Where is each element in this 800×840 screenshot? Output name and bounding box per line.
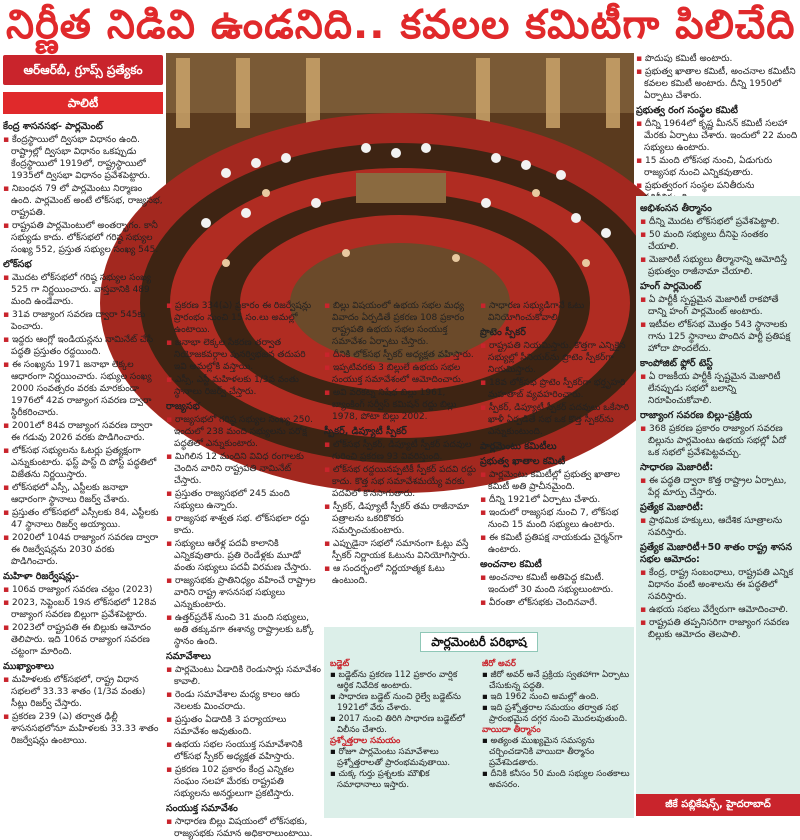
subheading: పార్లమెంటు కమిటీలు — [480, 441, 557, 452]
subheading: కేంద్ర శాసనసభ- పార్లమెంట్ — [3, 121, 103, 132]
bullet-point: ▪ దీన్ని 1921లో ఏర్పాటు చేశారు. — [480, 494, 634, 506]
bullet-point: ▪ రాష్ట్రపతి తప్పనిసరిగా రాజ్యాంగ సవరణ బిల్లుకు ఆమోదం తెలపాలి. — [640, 617, 796, 641]
bullet-point: ▪ రాజ్యసభ శాశ్వత సభ. లోక్‌సభలా రద్దు కాదు. — [166, 513, 321, 537]
subheading: బడ్జెట్ — [330, 659, 350, 669]
subheading: ప్రత్యేక మెజారిటీ: — [640, 502, 704, 513]
bullet-point: ▪ మొదట లోక్‌సభలో గరిష్ఠ సభ్యుల సంఖ్య 525 గా నిర్ణయించారు. వాస్తవానికి 489 మంది ఉండేవారు. — [3, 272, 163, 308]
bullet-point: ▪ 368 ప్రకరణ ప్రకారం రాజ్యాంగ సవరణ బిల్లును పార్లమెంటు ఉభయ సభల్లో ఏదో ఒక సభలో ప్రవేశపెట్టవచ్చు. — [640, 423, 796, 459]
bullet-point: ▪ ఏ పార్టీకీ స్పష్టమైన మెజారిటీ రాకపోతే దాన్ని హంగ్ పార్లమెంట్ అంటారు. — [640, 294, 796, 318]
subheading: ప్రశ్నోత్తరాల సమయం — [330, 736, 401, 746]
article-column-2 — [166, 300, 321, 839]
bullet-point: ▪ ప్రస్తుతం రాజ్యసభలో 245 మంది సభ్యులు ఉన్నారు. — [166, 488, 321, 512]
bullet-point: ▪ ఉత్తర్‌ప్రదేశ్ నుంచి 31 మంది సభ్యులు, అతి తక్కువగా ఈశాన్య రాష్ట్రాలకు ఒక్కో స్థానం ఉంది. — [166, 612, 321, 648]
bullet-point: ▪ ఈ పద్ధతి ద్వారా కొత్త రాష్ట్రాల ఏర్పాటు, పేర్ల మార్పు చేస్తారు. — [640, 475, 796, 499]
publisher-footer: జీకే పబ్లికేషన్స్, హైదరాబాద్ — [636, 794, 800, 816]
bullet-point: ▪ ప్రభుత్వరంగ సంస్థల పనితీరును — [636, 180, 800, 204]
bullet-point: ▪ చుక్క గుర్తు ప్రశ్నలకు మౌఖిక సమాధానాలు ఇస్తారు. — [330, 769, 476, 791]
subheading: కాంపోజిట్ ఫ్లోర్ టెస్ట్ — [640, 358, 713, 369]
subheading: ప్రభుత్వ ఖాతాల కమిటీ — [480, 456, 566, 467]
bullet-point: ▪ రాజ్యసభకు ప్రాతినిధ్యం వహించే రాష్ట్రాల వారిని రాష్ట్ర శాసనసభ సభ్యులు ఎన్నుకుంటారు. — [166, 575, 321, 611]
bullet-point: ▪ ఈ సంఖ్యను 1971 జనాభా లెక్కల ఆధారంగా నిర్ణయించారు. సభ్యుల సంఖ్య 2000 సంవత్సరం వరకు మారకుండా 1976లో 42వ రాజ్యాంగ సవరణ ద్వారా స్థిరీకరించారు. — [3, 359, 163, 419]
bullet-point: ▪ ఇందులో రాజ్యసభ నుంచి 7, లోక్‌సభ నుంచి 15 మంది సభ్యులు ఉంటారు. — [480, 507, 634, 531]
bullet-point: ▪ ప్రకరణ 102 ప్రకారం కేంద్ర ఎన్నికల సంఘం సలహా మేరకు రాష్ట్రపతి సభ్యులను అనర్హులుగా ప్రకటిస్తారు. — [166, 764, 321, 800]
bullet-point: ▪ వీరంతా లోక్‌సభకు చెందినవారే. — [480, 597, 634, 609]
bullet-point: ▪ పార్లమెంటు కమిటీల్లో ప్రభుత్వ ఖాతాల కమిటీ అతి ప్రాచీనమైంది. — [480, 469, 634, 493]
bullet-point: ▪ ప్రస్తుతం లోక్‌సభలో ఎస్సీలకు 84, ఎస్టీలకు 47 స్థానాలు రిజర్వ్ అయ్యాయి. — [3, 507, 163, 531]
subheading: హంగ్ పార్లమెంట్ — [640, 281, 702, 292]
bullet-point: ▪ సాధారణ సభ్యుడిగానే ఓటు వినియోగించుకోవాలి. — [480, 300, 634, 324]
headline: నిర్ణీత నిడివి ఉండనిది.. కవలల కమిటీగా పిలిచేది — [6, 2, 796, 48]
glossary-column-1 — [330, 659, 476, 817]
subheading: జీరో అవర్ — [482, 659, 516, 669]
bullet-point: ▪ బడ్జెట్‌ను ప్రకరణ 112 ప్రకారం వార్షిక ఆర్థిక నివేదిక అంటారు. — [330, 670, 476, 692]
glossary-column-2 — [482, 659, 630, 817]
bullet-point: ▪ మిగిలిన 12 మందిని వివిధ రంగాలకు చెందిన వారిని రాష్ట్రపతి నామినేట్ చేస్తారు. — [166, 451, 321, 487]
bullet-point: ▪ కేంద్రస్థాయిలో ద్విసభా విధానం ఉంది. రాష్ట్రాల్లో ద్విసభా విధానం ఒకప్పుడు కేంద్రస్థాయిలో 1919లో, రాష్ట్రస్థాయిలో 1935లో ద్విసభా విధానం ప్రవేశపెట్టారు. — [3, 134, 163, 182]
bullet-point: ▪ ఇద్దరు ఆంగ్లో ఇండియన్లను నామినేట్ చేసే పద్ధతి ప్రస్తుతం రద్దయింది. — [3, 334, 163, 358]
glossary-title: పార్లమెంటరీ పరిభాష — [324, 635, 634, 652]
bullet-point: ▪ పొదుపు కమిటీ అంటారు. — [636, 53, 800, 65]
bullet-point: ▪ ఇది ప్రశ్నోత్తరాల సమయం తర్వాత సభ ప్రారంభమైన దగ్గర నుంచి మొదలవుతుంది. — [482, 703, 630, 725]
bullet-point: ▪ 50 మంది సభ్యులు దీనిపై సంతకం చేయాలి. — [640, 229, 796, 253]
bullet-point: ▪ జనాభా లెక్కల సేకరణ తర్వాత నియోజకవర్గాల పునర్విభజన తదుపరి ఇవి అమల్లోకి వస్తాయి. — [166, 337, 321, 373]
bullet-point: ▪ కేంద్ర, రాష్ట్ర సంబంధాలు, రాష్ట్రపతి ఎన్నిక విధానం వంటి అంశాలను ఈ పద్ధతిలో సవరిస్తారు. — [640, 567, 796, 603]
bullet-point: ▪ ఇది 1962 నుంచి అమల్లో ఉంది. — [482, 692, 630, 703]
bullet-point: ▪ 106వ రాజ్యాంగ సవరణ చట్టం (2023) — [3, 584, 163, 596]
bullet-point: ▪ ప్రకరణ 239 (ఎ) తర్వాత ఢిల్లీ శాసనసభలోనూ మహిళలకు 33.33 శాతం రిజర్వేషన్లు ఉంటాయి. — [3, 711, 163, 747]
bullet-point: ▪ 2017 నుంచి తిరిగి సాధారణ బడ్జెట్‌లో విలీనం చేశారు. — [330, 714, 476, 736]
bullet-point: ▪ అత్యంత ముఖ్యమైన సమస్యను చర్చించడానికి వాయిదా తీర్మానం ప్రవేశపెడతారు. — [482, 736, 630, 769]
subheading: వాయిదా తీర్మానం — [482, 725, 541, 735]
subheading: అభిశంసన తీర్మానం — [640, 203, 712, 214]
bullet-point: ▪ రాజ్యసభలో గరిష్ఠ సభ్యుల సంఖ్య 250. ఇందులో 238 మంది సభ్యులను పరోక్ష పద్ధతిలో ఎన్నుకుంటారు. — [166, 414, 321, 450]
bullet-point: ▪ లోక్‌సభలో ఎస్సీ, ఎస్టీలకు జనాభా ఆధారంగా స్థానాలు రిజర్వ్ చేశారు. — [3, 482, 163, 506]
bullet-point: ▪ దీనికి కనీసం 50 మంది సభ్యుల సంతకాలు అవసరం. — [482, 769, 630, 791]
bullet-point: ▪ సాధారణ బడ్జెట్ నుంచి రైల్వే బడ్జెట్‌ను 1921లో వేరు చేశారు. — [330, 692, 476, 714]
bullet-point: ▪ 2020లో 104వ రాజ్యాంగ సవరణ ద్వారా ఈ రిజర్వేషన్లను 2030 వరకు పొడిగించారు. — [3, 532, 163, 568]
bullet-point: ▪ ప్రకరణ 334(ఎ) ప్రకారం ఈ రిజర్వేషన్లు ప్రారంభం నుంచి 15 సం.లు అమల్లో ఉంటాయి. — [166, 300, 321, 336]
subheading: ప్రభుత్వ రంగ సంస్థల కమిటీ — [636, 105, 739, 116]
bullet-point: ▪ ఇటీవల లోక్‌సభ మొత్తం 543 స్థానాలకు గాను 125 స్థానాలు పొందిన పార్టీ ప్రతిపక్ష హోదా పొందలేదు. — [640, 319, 796, 355]
subheading: ముఖ్యాంశాలు — [3, 661, 54, 672]
bullet-point: ▪ ఎప్పుడైనా సభలో సమానంగా ఓట్లు వస్తే స్పీకర్ నిర్ణాయక ఓటును వినియోగిస్తారు. — [324, 538, 476, 562]
section-label: పాలిటీ — [3, 92, 163, 114]
subheading: మహిళా రిజర్వేషన్లు- — [3, 571, 79, 582]
subheading: లోక్‌సభ — [3, 259, 32, 270]
subheading: రాజ్యాంగ సవరణ బిల్లు-ప్రక్రియ — [640, 410, 753, 421]
article-column-1 — [3, 118, 163, 818]
bullet-point: ▪ ఉభయ సభల సంయుక్త సమావేశానికి లోక్‌సభ స్పీకర్ అధ్యక్షత వహిస్తారు. — [166, 739, 321, 763]
subheading: సంయుక్త సమావేశం — [166, 803, 238, 814]
parliament-photo-graphic — [166, 53, 634, 298]
bullet-point: ▪ 31వ రాజ్యాంగ సవరణ ద్వారా 545కు పెంచారు. — [3, 309, 163, 333]
bullet-point: ▪ ఇప్పటివరకు 3 బిల్లులే ఉభయ సభల సంయుక్త సమావేశంలో ఆమోదించారు. — [324, 362, 476, 386]
bullet-point: ▪ రాష్ట్రపతి నియమిస్తారు. కొత్తగా ఎన్నికైన సభ్యుల్లో సీనియర్‌ను ప్రొటెం స్పీకర్‌గా నియమిస్తారు. — [480, 340, 634, 376]
bullet-point: ▪ ప్రాథమిక హక్కులు, ఆదేశిక సూత్రాలను సవరిస్తారు. — [640, 515, 796, 539]
article-column-6 — [636, 196, 800, 794]
subheading: రాజ్యసభ — [166, 401, 200, 412]
bullet-point: ▪ మహిళలకు లోక్‌సభలో, రాష్ట్ర విధాన సభలలో 33.33 శాతం (1/3వ వంతు) సీట్లు రిజర్వ్ చేస్తారు. — [3, 674, 163, 710]
subheading: ప్రొటెం స్పీకర్ — [480, 327, 526, 338]
glossary-box — [324, 627, 634, 818]
bullet-point: ▪ అంచనాల కమిటీ అతిపెద్ద కమిటీ. ఇందులో 30 మంది సభ్యులుంటారు. — [480, 572, 634, 596]
bullet-point: ▪ లోక్‌సభ రద్దయినప్పటికీ స్పీకర్ పదవి రద్దు కాదు. కొత్త సభ సమావేశమయ్యే వరకు పదవిలో కొనసాగుతారు. — [324, 464, 476, 500]
brand-banner: ఆర్‌ఆర్‌బీ, గ్రూప్స్ ప్రత్యేకం — [3, 55, 163, 85]
article-column-5 — [636, 53, 800, 193]
bullet-point: ▪ స్పీకర్, డిప్యూటీ స్పీకర్ పదవులు ఒకేసారి ఖాళీ ఏర్పడితే సభ ఒక కొత్త స్పీకర్‌ను ఎన్నుకుంటుంది. — [480, 402, 634, 438]
bullet-point: ▪ లోక్‌సభ స్పీకర్, డిప్యూటీ స్పీకర్ పదవుల గురించి ప్రకరణ 93 వివరిస్తుంది. — [324, 439, 476, 463]
bullet-point: ▪ పార్లమెంటు ఏడాదికి రెండుసార్లు సమావేశం కావాలి. — [166, 664, 321, 688]
bullet-point: ▪ రెండు సమావేశాల మధ్య కాలం ఆరు నెలలకు మించరాదు. — [166, 689, 321, 713]
bullet-point: ▪ ఎస్సీ, ఎస్టీ మహిళలకు 1/3వ వంతు స్థానాలు రిజర్వ్ చేస్తారు. — [166, 374, 321, 398]
bullet-point: ▪ స్పీకర్, డిప్యూటీ స్పీకర్ తమ రాజీనామా పత్రాలను ఒకరికొకరు సమర్పించుకుంటారు. — [324, 501, 476, 537]
parliament-photo — [166, 53, 634, 298]
bullet-point: ▪ ఉభయ సభలు వేర్వేరుగా ఆమోదించాలి. — [640, 604, 796, 616]
bullet-point: ▪ 15 మంది లోక్‌సభ నుంచి, ఏడుగురు రాజ్యసభ నుంచి ఎన్నికవుతారు. — [636, 155, 800, 179]
article-column-4 — [480, 300, 634, 625]
bullet-point: ▪ దీన్ని 1964లో కృష్ణ మీనన్ కమిటీ సలహా మేరకు ఏర్పాటు చేశారు. ఇందులో 22 మంది సభ్యులు ఉంటారు. — [636, 118, 800, 154]
bullet-point: ▪ బిల్లు విషయంలో ఉభయ సభల మధ్య వివాదం ఏర్పడితే ప్రకరణ 108 ప్రకారం రాష్ట్రపతి ఉభయ సభల సంయుక్త సమావేశం ఏర్పాటు చేస్తారు. — [324, 300, 476, 348]
bullet-point: ▪ ప్రభుత్వ ఖాతాల కమిటీ, అంచనాల కమిటీని కవలల కమిటీ అంటారు. దీన్ని 1950లో ఏర్పాటు చేశారు. — [636, 66, 800, 102]
subheading: ప్రత్యేక మెజారిటీ+50 శాతం రాష్ట్ర శాసన సభల ఆమోదం: — [640, 542, 793, 565]
bullet-point: ▪ మెజారిటీ సభ్యులు తీర్మానాన్ని ఆమోదిస్తే ప్రభుత్వం రాజీనామా చేయాలి. — [640, 254, 796, 278]
bullet-point: ▪ నిబంధన 79 లో పార్లమెంటు నిర్మాణం ఉంది. పార్లమెంట్ అంటే లోక్‌సభ, రాజ్యసభ, రాష్ట్రపతి. — [3, 183, 163, 219]
bullet-point: ▪ అవి వరకట్న నిషేధ బిల్లు 1961, బ్యాంకింగ్ సర్వీస్ కమిషన్ రద్దు బిల్లు 1978, పోటా బిల్లు 2002. — [324, 387, 476, 423]
bullet-point: ▪ లోక్‌సభ సభ్యులను ఓటర్లు ప్రత్యక్షంగా ఎన్నుకుంటారు. ఫస్ట్ పాస్ట్ ది పోస్ట్ పద్ధతిలో విజేతను నిర్ణయిస్తారు. — [3, 445, 163, 481]
bullet-point: ▪ ఏ రాజకీయ పార్టీకీ స్పష్టమైన మెజారిటీ లేనప్పుడు సభలో బలాన్ని నిరూపించుకోవాలి. — [640, 371, 796, 407]
article-column-3 — [324, 300, 476, 625]
bullet-point: ▪ 2023, సెప్టెంబర్ 19న లోక్‌సభలో 128వ రాజ్యాంగ సవరణ బిల్లుగా ప్రవేశపెట్టారు. — [3, 597, 163, 621]
bullet-point: ▪ రోజూ పార్లమెంటు సమావేశాలు ప్రశ్నోత్తరాలతో ప్రారంభమవుతాయి. — [330, 747, 476, 769]
bullet-point: ▪ రాష్ట్రపతి పార్లమెంటులో అంతర్భాగం. కానీ సభ్యుడు కాదు. లోక్‌సభలో గరిష్ఠ సభ్యుల సంఖ్య 552, ప్రస్తుత సభ్యుల సంఖ్య 545. — [3, 220, 163, 256]
bullet-point: ▪ దీనికి లోక్‌సభ స్పీకర్ అధ్యక్షత వహిస్తారు. — [324, 349, 476, 361]
bullet-point: ▪ 18వ లోక్‌సభ ప్రొటెం స్పీకర్‌గా భర్తృహరి మహతాబ్ వ్యవహరించారు. — [480, 377, 634, 401]
subheading: సమావేశాలు — [166, 651, 211, 662]
bullet-point: ▪ ప్రస్తుతం ఏడాదికి 3 పర్యాయాలు సమావేశం అవుతుంది. — [166, 714, 321, 738]
bullet-point: ▪ సభ్యులు ఆరేళ్ల పదవీ కాలానికి ఎన్నికవుతారు. ప్రతి రెండేళ్లకు మూడో వంతు సభ్యులు పదవీ విరమణ చేస్తారు. — [166, 538, 321, 574]
bullet-point: ▪ జీరో అవర్ అనే ప్రక్రియ స్వతహాగా ఏర్పాటు చేసుకున్న పద్ధతి. — [482, 670, 630, 692]
bullet-point: ▪ సాధారణ బిల్లు విషయంలో లోక్‌సభకు, రాజ్యసభకు సమాన అధికారాలుంటాయి. — [166, 816, 321, 840]
bullet-point: ▪ 2001లో 84వ రాజ్యాంగ సవరణ ద్వారా ఈ గడువు 2026 వరకు పొడిగించారు. — [3, 420, 163, 444]
bullet-point: ▪ ఆ సందర్భంలో నిర్ణయాత్మక ఓటు ఉంటుంది. — [324, 563, 476, 587]
subheading: స్పీకర్, డిప్యూటీ స్పీకర్ — [324, 426, 407, 437]
bullet-point: ▪ 2023లో రాష్ట్రపతి ఈ బిల్లుకు ఆమోదం తెలిపారు. ఇది 106వ రాజ్యాంగ సవరణ చట్టంగా మారింది. — [3, 622, 163, 658]
subheading: సాధారణ మెజారిటీ: — [640, 462, 714, 473]
subheading: అంచనాల కమిటీ — [480, 559, 542, 570]
bullet-point: ▪ దీన్ని మొదట లోక్‌సభలో ప్రవేశపెట్టాలి. — [640, 216, 796, 228]
bullet-point: ▪ ఈ కమిటీ ప్రతిపక్ష నాయకుడు చైర్మన్‌గా ఉంటారు. — [480, 532, 634, 556]
